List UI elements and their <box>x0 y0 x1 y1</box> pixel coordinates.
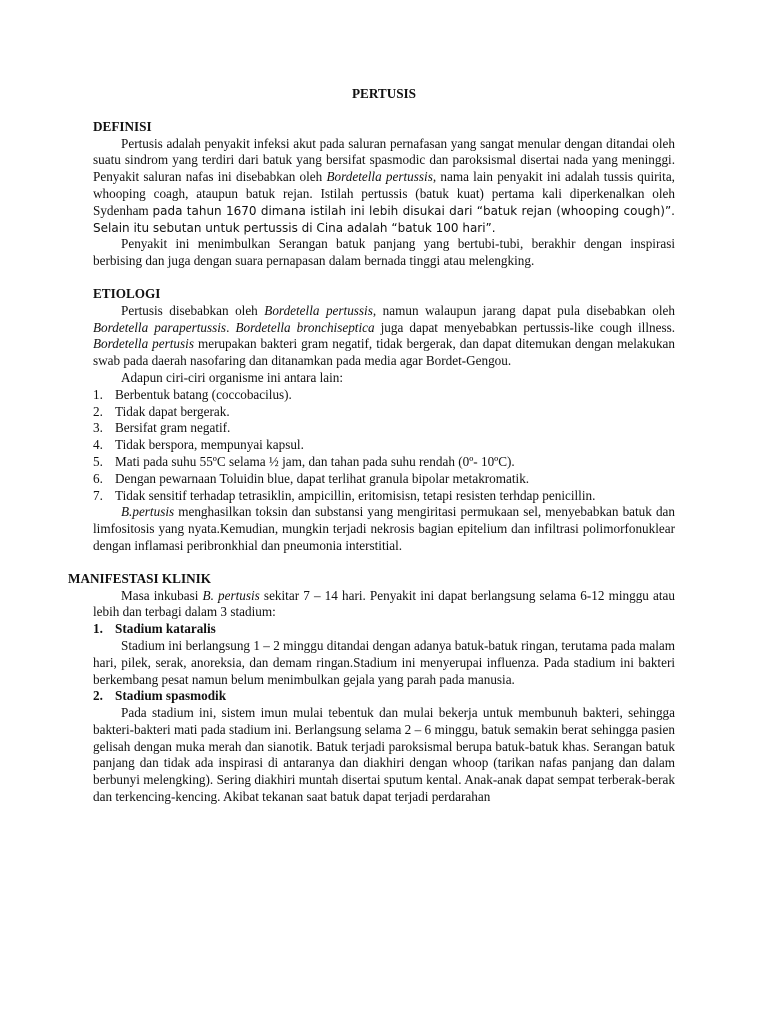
stage-2-paragraph: Pada stadium ini, sistem imun mulai tebentuk dan mulai bekerja untuk membunuh bakteri, sehingga bakteri-bakteri mati pada stadium ini. Berlangsung selama 2 – 6 minggu, batuk semakin berat sehingga pasien gelisah dengan muka merah dan sianotik. Batuk terjadi paroksismal berupa batuk-batuk khas. Serangan batuk panjang dan tidak ada inspirasi di antaranya dan diakhiri dengan whoop (tarikan nafas panjang dan dalam berbunyi melengking). Sering diakhiri muntah disertai sputum kental. Anak-anak dapat sempat terberak-berak dan terkencing-kencing. Akibat tekanan saat batuk dapat terjadi perdarahan <box>93 705 675 805</box>
stage-1-paragraph: Stadium ini berlangsung 1 – 2 minggu ditandai dengan adanya batuk-batuk ringan, terutama pada malam hari, pilek, serak, anoreksia, dan demam ringan.Stadium ini menyerupai influenza. Pada stadium ini bakteri berkembang pesat namun belum menimbulkan gejala yang parah pada manusia. <box>93 637 675 687</box>
heading-definisi: DEFINISI <box>93 118 152 134</box>
list-item: 6. Dengan pewarnaan Toluidin blue, dapat terlihat granula bipolar metakromatik. <box>93 470 530 486</box>
heading-manifestasi-klinik: MANIFESTASI KLINIK <box>68 570 212 586</box>
etiologi-paragraph-3: B.pertusis menghasilkan toksin dan substansi yang mengiritasi permukaan sel, menyebabkan batuk dan limfositosis yang nyata.Kemudian, mungkin terjadi nekrosis bagian epitelium dan infiltrasi polimorfonuklear dengan inflamasi peribronkhial dan pneumonia interstitial. <box>93 504 675 553</box>
list-item: 2. Tidak dapat bergerak. <box>93 403 230 419</box>
list-item: 1. Berbentuk batang (coccobacilus). <box>93 386 292 402</box>
heading-etiologi: ETIOLOGI <box>93 285 161 301</box>
stage-2-heading: 2. Stadium spasmodik <box>93 688 227 704</box>
etiologi-paragraph-2: Adapun ciri-ciri organisme ini antara lain: <box>121 369 344 385</box>
document-title: PERTUSIS <box>351 86 417 101</box>
list-item: 4. Tidak berspora, mempunyai kapsul. <box>93 437 304 453</box>
document-page <box>68 86 676 806</box>
stage-1-heading: 1. Stadium kataralis <box>93 621 216 637</box>
list-item: 7. Tidak sensitif terhadap tetrasiklin, ampicillin, eritomisisn, tetapi resisten terhdap penicillin. <box>93 487 596 503</box>
organism-characteristics-list <box>93 387 675 505</box>
list-item: 3. Bersifat gram negatif. <box>93 420 231 436</box>
manifestasi-paragraph-1: Masa inkubasi B. pertusis sekitar 7 – 14 hari. Penyakit ini dapat berlangsung selama 6-12 minggu atau lebih dan terbagi dalam 3 stadium: <box>93 587 675 620</box>
definisi-paragraph-1: Pertusis adalah penyakit infeksi akut pada saluran pernafasan yang sangat menular dengan ditandai oleh suatu sindrom yang terdiri dari batuk yang bersifat spasmodic dan paroksismal disertai nada yang meninggi. Penyakit saluran nafas ini disebabkan oleh Bordetella pertussis, nama lain penyakit ini adalah tussis quirita, whooping coagh, ataupun batuk rejan. Istilah pertussis (batuk kuat) pertama kali diperkenalkan oleh Sydenham pada tahun 1670 dimana istilah ini lebih disukai dari “batuk rejan (whooping cough)”. Selain itu sebutan untuk pertussis di Cina adalah “batuk 100 hari”. <box>93 135 675 235</box>
etiologi-paragraph-1: Pertusis disebabkan oleh Bordetella pertussis, namun walaupun jarang dapat pula disebabkan oleh Bordetella parapertussis. Bordetella bronchiseptica juga dapat menyebabkan pertussis-like cough illness. Bordetella pertusis merupakan bakteri gram negatif, tidak bergerak, dan dapat ditemukan dengan melakukan swab pada daerah nasofaring dan ditanamkan pada media agar Bordet-Gengou. <box>93 302 676 369</box>
list-item: 5. Mati pada suhu 55ºC selama ½ jam, dan tahan pada suhu rendah (0º- 10ºC). <box>93 453 515 469</box>
definisi-paragraph-2: Penyakit ini menimbulkan Serangan batuk panjang yang bertubi-tubi, berakhir dengan inspirasi berbising dan juga dengan suara pernapasan dalam bernada tinggi atau melengking. <box>93 236 675 269</box>
